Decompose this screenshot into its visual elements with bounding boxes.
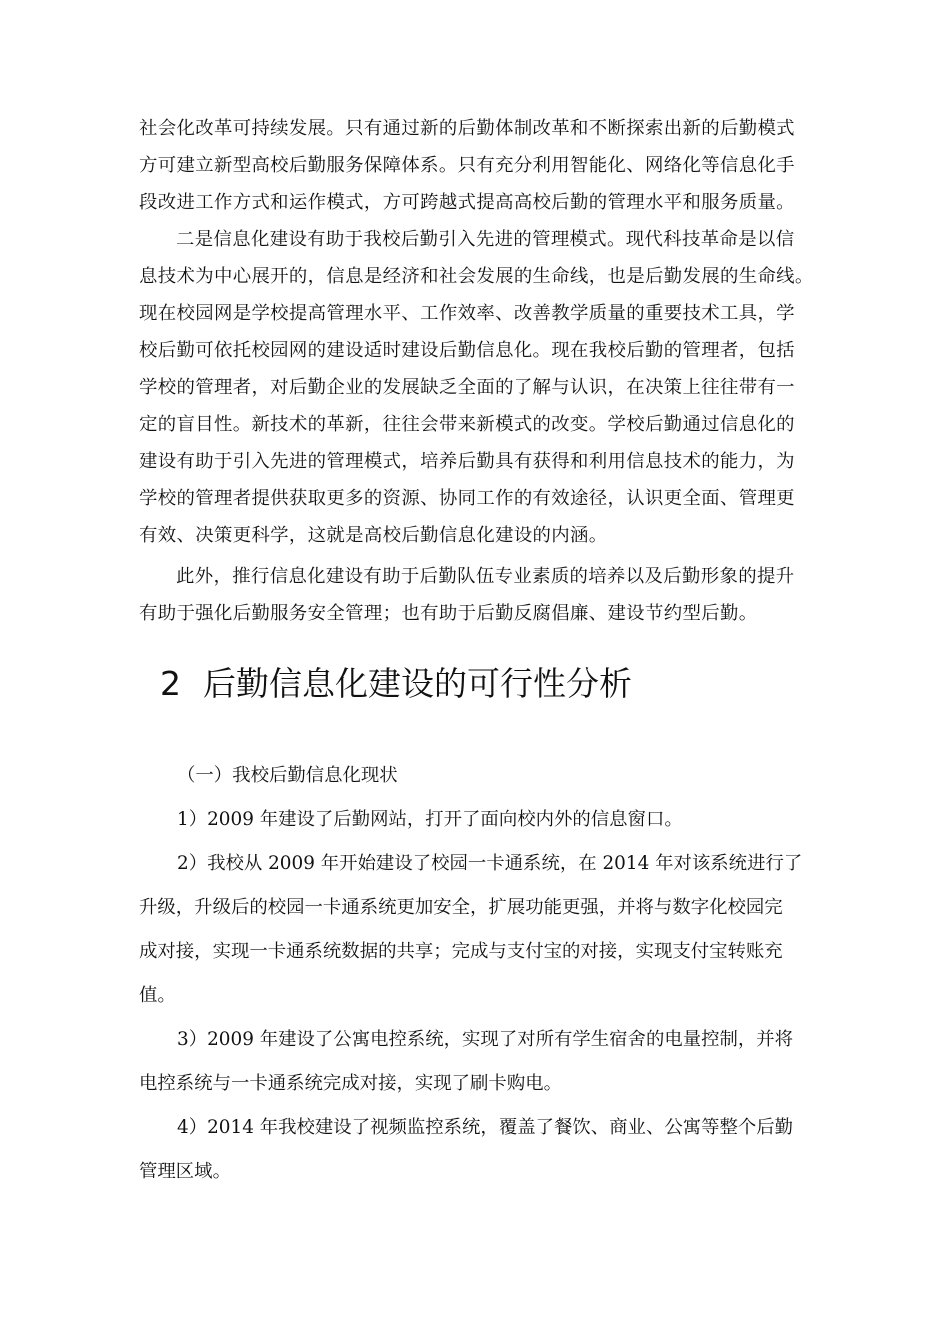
text-line: 段改进工作方式和运作模式，方可跨越式提高高校后勤的管理水平和服务质量。 bbox=[139, 192, 795, 213]
list-item: 2）我校从 2009 年开始建设了校园一卡通系统，在 2014 年对该系统进行了 bbox=[177, 853, 803, 874]
list-item-continuation: 电控系统与一卡通系统完成对接，实现了刷卡购电。 bbox=[139, 1073, 562, 1094]
subsection-title: （一）我校后勤信息化现状 bbox=[177, 765, 398, 786]
text-line: 现在校园网是学校提高管理水平、工作效率、改善教学质量的重要技术工具，学 bbox=[139, 303, 795, 324]
text-line: 有效、决策更科学，这就是高校后勤信息化建设的内涵。 bbox=[139, 525, 608, 546]
list-item: 4）2014 年我校建设了视频监控系统，覆盖了餐饮、商业、公寓等整个后勤 bbox=[177, 1117, 794, 1138]
list-item-continuation: 升级，升级后的校园一卡通系统更加安全，扩展功能更强，并将与数字化校园完 bbox=[139, 897, 783, 918]
text-line: 学校的管理者，对后勤企业的发展缺乏全面的了解与认识，在决策上往往带有一 bbox=[139, 377, 795, 398]
paragraph-management-model bbox=[139, 221, 819, 554]
list-item: 3）2009 年建设了公寓电控系统，实现了对所有学生宿舍的电量控制，并将 bbox=[177, 1029, 794, 1050]
list-item-continuation: 值。 bbox=[139, 985, 176, 1006]
text-line: 此外，推行信息化建设有助于后勤队伍专业素质的培养以及后勤形象的提升 bbox=[176, 566, 795, 587]
text-line: 方可建立新型高校后勤服务保障体系。只有充分利用智能化、网络化等信息化手 bbox=[139, 155, 795, 176]
text-line: 息技术为中心展开的，信息是经济和社会发展的生命线，也是后勤发展的生命线。 bbox=[139, 266, 814, 287]
list-item-continuation: 管理区域。 bbox=[139, 1161, 231, 1182]
text-line: 社会化改革可持续发展。只有通过新的后勤体制改革和不断探索出新的后勤模式 bbox=[139, 118, 795, 139]
section-heading bbox=[160, 662, 632, 706]
text-line: 校后勤可依托校园网的建设适时建设后勤信息化。现在我校后勤的管理者，包括 bbox=[139, 340, 795, 361]
text-line: 定的盲目性。新技术的革新，往往会带来新模式的改变。学校后勤通过信息化的 bbox=[139, 414, 795, 435]
text-line: 学校的管理者提供获取更多的资源、协同工作的有效途径，认识更全面、管理更 bbox=[139, 488, 795, 509]
text-line: 建设有助于引入先进的管理模式，培养后勤具有获得和利用信息技术的能力，为 bbox=[139, 451, 795, 472]
section-title: 后勤信息化建设的可行性分析 bbox=[203, 664, 632, 703]
section-number: 2 bbox=[160, 664, 181, 703]
list-item-continuation: 成对接，实现一卡通系统数据的共享；完成与支付宝的对接，实现支付宝转账充 bbox=[139, 941, 783, 962]
intro-paragraph bbox=[139, 110, 819, 221]
status-list bbox=[139, 754, 819, 1194]
list-item: 1）2009 年建设了后勤网站，打开了面向校内外的信息窗口。 bbox=[177, 809, 683, 830]
paragraph-additional-benefits bbox=[139, 558, 819, 632]
text-line: 有助于强化后勤服务安全管理；也有助于后勤反腐倡廉、建设节约型后勤。 bbox=[139, 603, 758, 624]
text-line: 二是信息化建设有助于我校后勤引入先进的管理模式。现代科技革命是以信 bbox=[176, 229, 795, 250]
